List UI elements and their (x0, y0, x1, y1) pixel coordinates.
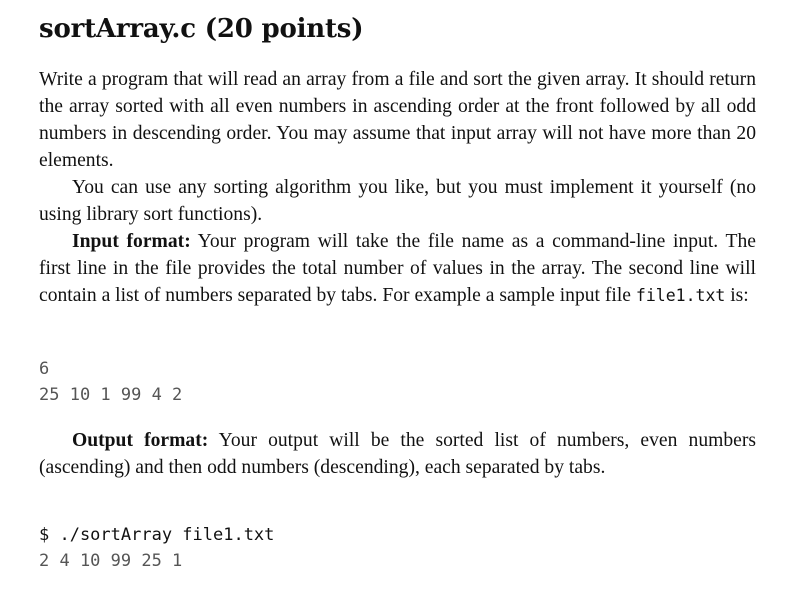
paragraph-output-format: Output format: Your output will be the sorted list of numbers, even numbers (ascending) and then odd numbers (descending), each separated by tabs. (39, 430, 756, 478)
sample-input-line-2: 25 10 1 99 4 2 (39, 385, 183, 405)
description-block (39, 66, 756, 309)
paragraph-intro: Write a program that will read an array from a file and sort the given array. It should return the array sorted with all even numbers in ascending order at the front followed by all odd numbers in descending order. You may assume that input array will not have more than 20 elements. (39, 69, 756, 171)
inline-code-filename: file1.txt (635, 286, 726, 305)
sample-input-line-1: 6 (39, 359, 50, 379)
sample-command-line: $ ./sortArray file1.txt (39, 525, 275, 545)
input-format-label: Input format: (72, 231, 191, 252)
section-title: sortArray.c (20 points) (39, 14, 364, 44)
paragraph-input-format: Input format: Your program will take the file name as a command-line input. The first line in the file provides the total number of values in the array. The second line will contain a list of numbers separated by tabs. For example a sample input file file1.txt is: (39, 231, 756, 306)
output-format-label: Output format: (72, 430, 209, 451)
sample-output-line: 2 4 10 99 25 1 (39, 551, 183, 571)
paragraph-algorithm: You can use any sorting algorithm you like, but you must implement it yourself (no using library sort functions). (39, 177, 756, 225)
